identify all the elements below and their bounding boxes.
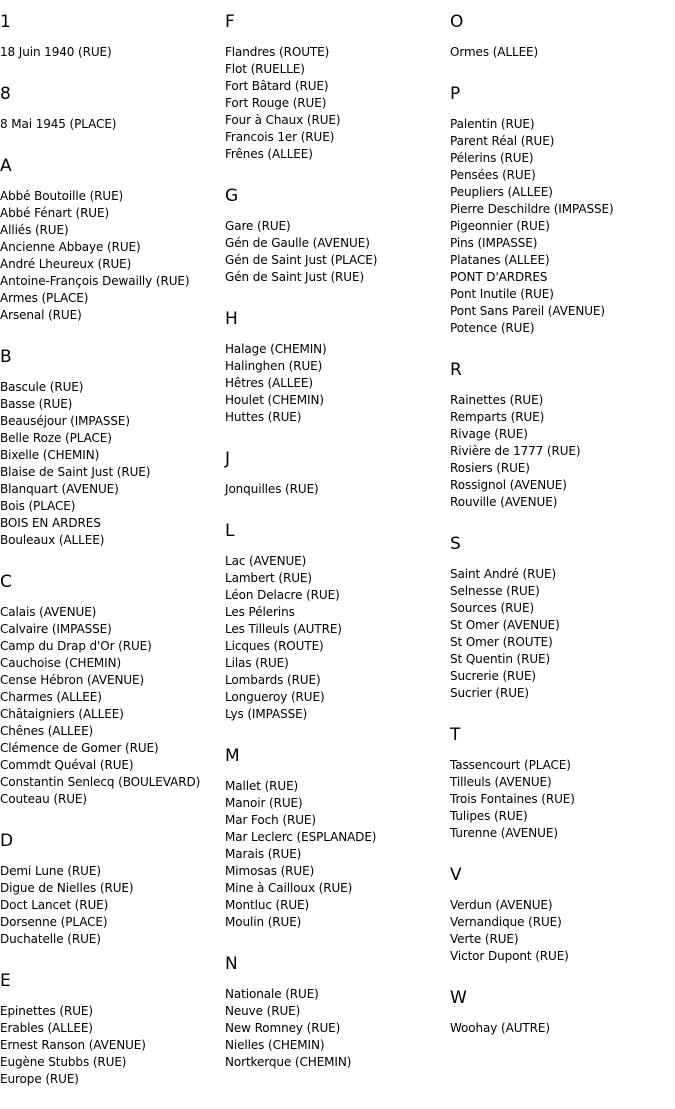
street-name: Sucrier (RUE) [450,686,529,700]
letter-heading: S [450,534,461,554]
street-name: Moulin (RUE) [225,915,302,929]
street-name: Abbé Boutoille (RUE) [0,189,124,203]
street-name: Four à Chaux (RUE) [225,113,341,127]
street-name: Basse (RUE) [0,397,73,411]
street-name: Dorsenne (PLACE) [0,915,108,929]
letter-heading: B [0,347,12,367]
street-name: Cense Hébron (AVENUE) [0,673,145,687]
street-name: Europe (RUE) [0,1072,79,1086]
street-name: André Lheureux (RUE) [0,257,132,271]
street-name: Pierre Deschildre (IMPASSE) [450,202,614,216]
letter-group [225,184,445,286]
street-name: 18 Juin 1940 (RUE) [0,45,112,59]
street-name: Epinettes (RUE) [0,1004,93,1018]
letter-heading: 1 [0,12,11,32]
letter-group [225,447,445,498]
street-name: Tassencourt (PLACE) [450,758,571,772]
street-name: Eugène Stubbs (RUE) [0,1055,127,1069]
street-name: Nationale (RUE) [225,987,319,1001]
letter-group [0,570,220,808]
letter-heading: 8 [0,84,11,104]
street-name: Gén de Gaulle (AVENUE) [225,236,370,250]
letter-heading: N [225,954,238,974]
street-name: Couteau (RUE) [0,792,87,806]
street-name: Longueroy (RUE) [225,690,325,704]
street-name: Tilleuls (AVENUE) [450,775,552,789]
letter-group [225,952,445,1071]
letter-heading: H [225,309,238,329]
street-name: Nortkerque (CHEMIN) [225,1055,352,1069]
street-name: Ancienne Abbaye (RUE) [0,240,141,254]
street-index-column-3 [450,10,670,1058]
letter-heading: P [450,84,461,104]
street-name: Bois (PLACE) [0,499,76,513]
street-name: Beauséjour (IMPASSE) [0,414,130,428]
street-name: Frênes (ALLEE) [225,147,313,161]
street-name: Rivage (RUE) [450,427,528,441]
street-name: Mar Foch (RUE) [225,813,316,827]
street-name: St Omer (ROUTE) [450,635,553,649]
street-name: Marais (RUE) [225,847,302,861]
street-name: Mimosas (RUE) [225,864,315,878]
street-name: Châtaigniers (ALLEE) [0,707,124,721]
street-name: Ormes (ALLEE) [450,45,539,59]
street-name: Calvaire (IMPASSE) [0,622,112,636]
street-name: Huttes (RUE) [225,410,302,424]
street-name: Parent Réal (RUE) [450,134,555,148]
street-name: 8 Mai 1945 (PLACE) [0,117,117,131]
street-name: Doct Lancet (RUE) [0,898,109,912]
letter-heading: W [450,988,467,1008]
street-name: Digue de Nielles (RUE) [0,881,134,895]
street-name: Gén de Saint Just (RUE) [225,270,365,284]
letter-group [450,82,670,337]
street-name: Sucrerie (RUE) [450,669,537,683]
street-name: Lac (AVENUE) [225,554,307,568]
street-name: Belle Roze (PLACE) [0,431,112,445]
street-name: St Quentin (RUE) [450,652,551,666]
street-name: Peupliers (ALLEE) [450,185,553,199]
street-name: Ernest Ranson (AVENUE) [0,1038,146,1052]
letter-group [225,307,445,426]
letter-group [450,723,670,842]
street-name: Alliés (RUE) [0,223,69,237]
street-name: Jonquilles (RUE) [225,482,319,496]
letter-heading: F [225,12,235,32]
street-name: Arsenal (RUE) [0,308,82,322]
street-name: Verdun (AVENUE) [450,898,553,912]
letter-group [450,532,670,702]
street-name: Victor Dupont (RUE) [450,949,569,963]
letter-heading: R [450,360,462,380]
street-name: Abbé Fénart (RUE) [0,206,110,220]
letter-group [0,82,220,133]
letter-group [450,863,670,965]
street-name: Remparts (RUE) [450,410,545,424]
street-name: Hêtres (ALLEE) [225,376,313,390]
street-name: Léon Delacre (RUE) [225,588,340,602]
street-name: Mar Leclerc (ESPLANADE) [225,830,377,844]
letter-group [450,986,670,1037]
street-name: Pins (IMPASSE) [450,236,538,250]
street-name: Halinghen (RUE) [225,359,323,373]
street-name: Blaise de Saint Just (RUE) [0,465,151,479]
street-name: Lilas (RUE) [225,656,289,670]
street-name: Rivière de 1777 (RUE) [450,444,581,458]
street-name: BOIS EN ARDRES [0,516,101,530]
letter-group [0,154,220,324]
street-name: Pélerins (RUE) [450,151,534,165]
street-name: Gare (RUE) [225,219,291,233]
street-name: Vernandique (RUE) [450,915,562,929]
street-name: Tulipes (RUE) [450,809,528,823]
letter-heading: C [0,572,12,592]
street-name: Les Pélerins [225,605,295,619]
street-index-column-2 [225,10,445,1092]
letter-group [0,345,220,549]
street-name: Nielles (CHEMIN) [225,1038,325,1052]
street-name: Antoine-François Dewailly (RUE) [0,274,190,288]
street-name: Licques (ROUTE) [225,639,324,653]
street-name: Potence (RUE) [450,321,535,335]
street-name: Charmes (ALLEE) [0,690,102,704]
street-name: New Romney (RUE) [225,1021,341,1035]
street-name: Montluc (RUE) [225,898,310,912]
street-name: Selnesse (RUE) [450,584,540,598]
letter-heading: D [0,831,14,851]
street-name: Pigeonnier (RUE) [450,219,550,233]
letter-group [225,10,445,163]
street-name: Camp du Drap d'Or (RUE) [0,639,152,653]
street-name: Rainettes (RUE) [450,393,544,407]
street-index-column-1 [0,10,220,1109]
street-name: Verte (RUE) [450,932,519,946]
street-name: Cauchoise (CHEMIN) [0,656,122,670]
letter-group [450,10,670,61]
street-name: Halage (CHEMIN) [225,342,327,356]
letter-group [0,969,220,1088]
letter-heading: G [225,186,239,206]
street-name: Demi Lune (RUE) [0,864,101,878]
street-name: Fort Rouge (RUE) [225,96,327,110]
street-name: Chênes (ALLEE) [0,724,94,738]
street-name: Armes (PLACE) [0,291,89,305]
street-name: Pensées (RUE) [450,168,536,182]
street-name: Neuve (RUE) [225,1004,301,1018]
street-name: Lambert (RUE) [225,571,312,585]
street-name: Bascule (RUE) [0,380,84,394]
street-name: Palentin (RUE) [450,117,535,131]
letter-group [450,358,670,511]
street-name: St Omer (AVENUE) [450,618,560,632]
street-name: Erables (ALLEE) [0,1021,93,1035]
street-name: Pont Sans Pareil (AVENUE) [450,304,605,318]
street-name: Les Tilleuls (AUTRE) [225,622,342,636]
street-name: Mine à Cailloux (RUE) [225,881,353,895]
letter-heading: J [225,449,231,469]
letter-heading: A [0,156,12,176]
street-name: Calais (AVENUE) [0,605,97,619]
letter-heading: E [0,971,11,991]
letter-heading: T [450,725,461,745]
letter-heading: L [225,521,235,541]
street-name: PONT D'ARDRES [450,270,548,284]
street-name: Clémence de Gomer (RUE) [0,741,159,755]
street-name: Rouville (AVENUE) [450,495,558,509]
letter-group [0,829,220,948]
street-name: Rossignol (AVENUE) [450,478,567,492]
letter-heading: M [225,746,240,766]
street-name: Gén de Saint Just (PLACE) [225,253,378,267]
street-name: Rosiers (RUE) [450,461,530,475]
street-name: Sources (RUE) [450,601,535,615]
street-name: Blanquart (AVENUE) [0,482,119,496]
street-name: Duchatelle (RUE) [0,932,101,946]
street-name: Bouleaux (ALLEE) [0,533,105,547]
street-name: Woohay (AUTRE) [450,1021,550,1035]
street-name: Pont Inutile (RUE) [450,287,554,301]
street-name: Constantin Senlecq (BOULEVARD) [0,775,201,789]
street-name: Francois 1er (RUE) [225,130,335,144]
letter-group [225,519,445,723]
street-name: Lombards (RUE) [225,673,321,687]
street-name: Flot (RUELLE) [225,62,305,76]
street-name: Fort Bâtard (RUE) [225,79,329,93]
letter-group [0,10,220,61]
street-name: Lys (IMPASSE) [225,707,308,721]
street-name: Mallet (RUE) [225,779,299,793]
letter-heading: V [450,865,462,885]
letter-heading: O [450,12,464,32]
street-name: Trois Fontaines (RUE) [450,792,575,806]
street-name: Houlet (CHEMIN) [225,393,324,407]
street-name: Bixelle (CHEMIN) [0,448,100,462]
street-name: Turenne (AVENUE) [450,826,558,840]
street-name: Platanes (ALLEE) [450,253,550,267]
street-name: Manoir (RUE) [225,796,303,810]
street-name: Saint André (RUE) [450,567,557,581]
letter-group [225,744,445,931]
street-name: Flandres (ROUTE) [225,45,330,59]
street-name: Commdt Quéval (RUE) [0,758,134,772]
